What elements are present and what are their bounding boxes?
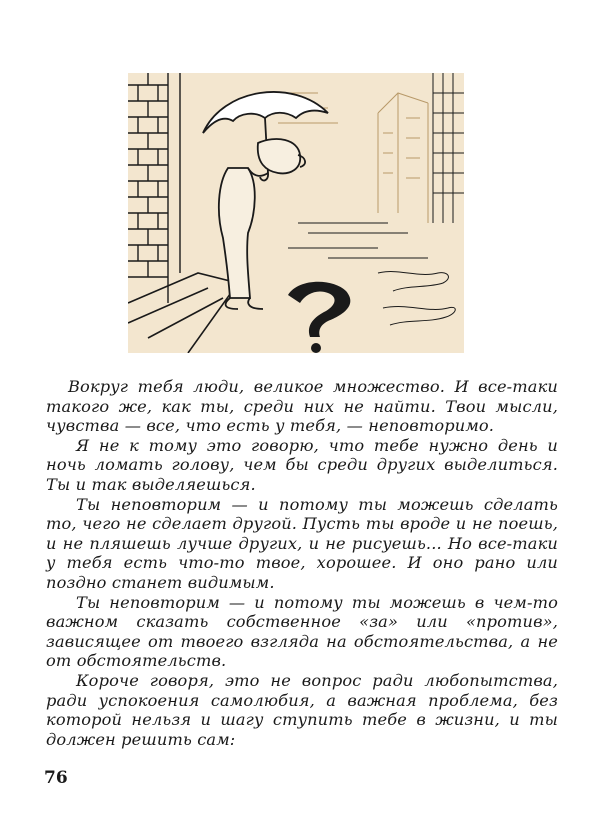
page-number: 76 [44,768,68,788]
body-text [46,377,558,749]
illustration-man-with-umbrella [128,73,464,353]
paragraph: Вокруг тебя люди, великое множество. И все-таки такого же, как ты, среди них не найти. Твои мысли, чувства — все, что есть у тебя, — неповторимо. [46,377,558,436]
paragraph: Ты неповторим — и потому ты можешь в чем-то важном сказать собственное «за» или «против», зависящее от твоего взгляда на обстоятельства, а не от обстоятельств. [46,592,558,671]
paragraph: Я не к тому это говорю, что тебе нужно день и ночь ломать голову, чем бы среди других выделиться. Ты и так выделяешься. [46,435,558,494]
paragraph: Короче говоря, это не вопрос ради любопытства, ради успокоения самолюбия, а важная проблема, без которой нельзя и шагу ступить тебе в жизни, и ты должен решить сам: [46,670,558,749]
paragraph: Ты неповторим — и потому ты можешь сделать то, чего не сделает другой. Пусть ты вроде и не поешь, и не пляшешь лучше других, и не рисуешь... Но все-таки у тебя есть что-то твое, хорошее. И оно рано или поздно станет видимым. [46,494,558,592]
